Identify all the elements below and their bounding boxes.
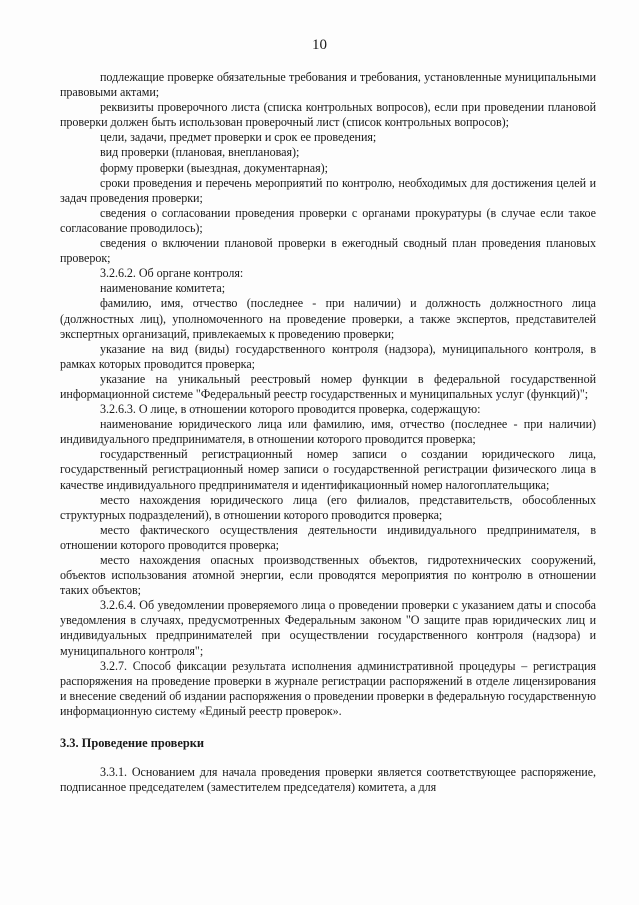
document-body: [60, 70, 596, 795]
paragraph: подлежащие проверке обязательные требования и требования, установленные муниципальными правовыми актами;: [60, 70, 596, 100]
paragraph: сведения о согласовании проведения проверки с органами прокуратуры (в случае если такое согласование проводилось);: [60, 205, 596, 235]
paragraph: форму проверки (выездная, документарная);: [100, 160, 328, 175]
paragraph: 3.3.1. Основанием для начала проведения проверки является соответствующее распоряжение, подписанное председателем (заместителем председателя) комитета, а для: [60, 765, 596, 795]
paragraph: место нахождения юридического лица (его филиалов, представительств, обособленных структурных подразделений), в отношении которого проводится проверка;: [60, 492, 596, 522]
paragraph: реквизиты проверочного листа (списка контрольных вопросов), если при проведении плановой проверки должен быть использован проверочный лист (список контрольных вопросов);: [60, 100, 596, 130]
subsection-heading: 3.2.6.3. О лице, в отношении которого проводится проверка, содержащую:: [100, 402, 481, 417]
paragraph: наименование комитета;: [100, 281, 226, 296]
paragraph: 3.2.7. Способ фиксации результата исполнения административной процедуры – регистрация распоряжения на проведение проверки в журнале регистрации распоряжений в отделе лицензирования и внесение сведений об издании распоряжения о проведении проверки в федеральную государственную информационную систему «Единый реестр проверок».: [60, 658, 596, 718]
paragraph: сведения о включении плановой проверки в ежегодный сводный план проведения плановых проверок;: [60, 236, 596, 266]
paragraph: место фактического осуществления деятельности индивидуального предпринимателя, в отношении которого проводится проверка;: [60, 522, 596, 552]
paragraph: вид проверки (плановая, внеплановая);: [100, 145, 300, 160]
page-number: 10: [312, 37, 327, 53]
section-heading: 3.3. Проведение проверки: [60, 736, 205, 751]
paragraph: указание на уникальный реестровый номер функции в федеральной государственной информационной системе "Федеральный реестр государственных и муниципальных услуг (функций)";: [60, 371, 596, 401]
paragraph: сроки проведения и перечень мероприятий по контролю, необходимых для достижения целей и задач проведения проверки;: [60, 175, 596, 205]
paragraph: 3.2.6.4. Об уведомлении проверяемого лица о проведении проверки с указанием даты и способа уведомления в случаях, предусмотренных Федеральным законом "О защите прав юридических лиц и индивидуальных предпринимателей при осуществлении государственного контроля (надзора) и муниципального контроля";: [60, 598, 596, 658]
subsection-heading: 3.2.6.2. Об органе контроля:: [100, 266, 244, 281]
paragraph: место нахождения опасных производственных объектов, гидротехнических сооружений, объектов использования атомной энергии, если проводятся мероприятия по контролю в отношении таких объектов;: [60, 553, 596, 598]
paragraph: государственный регистрационный номер записи о создании юридического лица, государственный регистрационный номер записи о государственной регистрации физического лица в качестве индивидуального предпринимателя и идентификационный номер налогоплательщика;: [60, 447, 596, 492]
paragraph: указание на вид (виды) государственного контроля (надзора), муниципального контроля, в рамках которых проводится проверка;: [60, 341, 596, 371]
paragraph: фамилию, имя, отчество (последнее - при наличии) и должность должностного лица (должностных лиц), уполномоченного на проведение проверки, а также экспертов, представителей экспертных организаций, привлекаемых к проведению проверки;: [60, 296, 596, 341]
paragraph: цели, задачи, предмет проверки и срок ее проведения;: [100, 130, 377, 145]
paragraph: наименование юридического лица или фамилию, имя, отчество (последнее - при наличии) индивидуального предпринимателя, в отношении которого проводится проверка;: [60, 417, 596, 447]
